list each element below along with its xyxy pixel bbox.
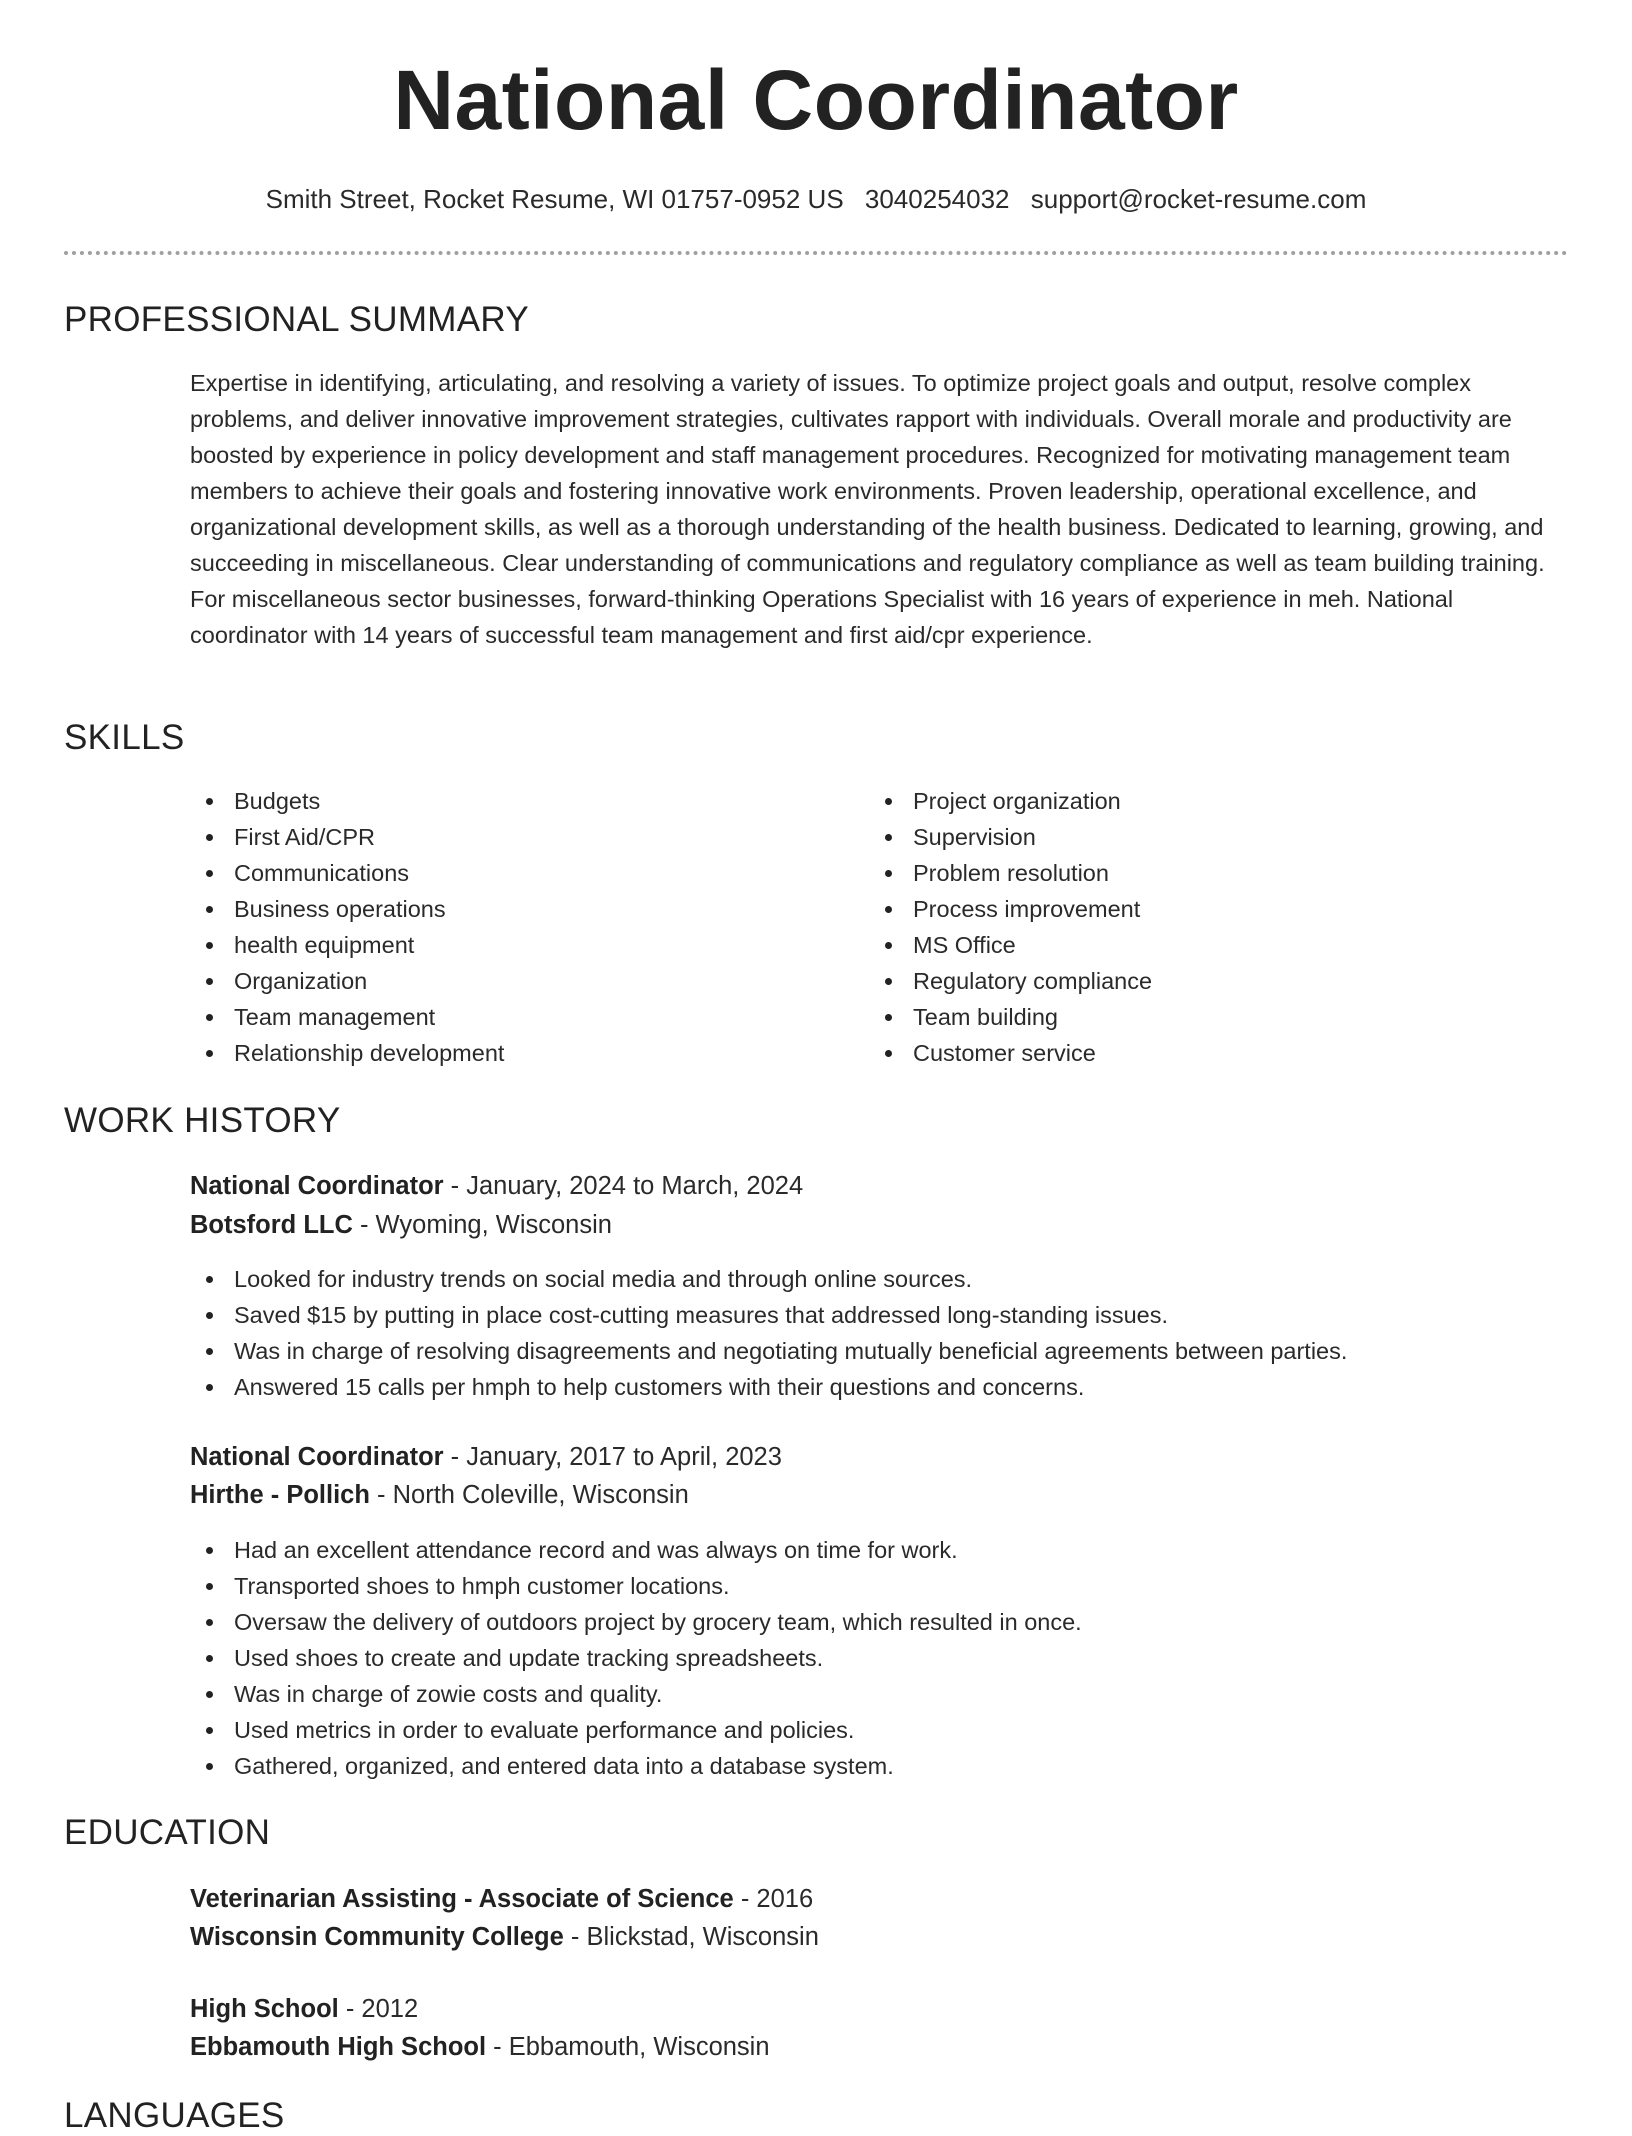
education-year: - 2012 (338, 1995, 419, 2023)
contact-address: Smith Street, Rocket Resume, WI 01757-0952 US (265, 184, 844, 214)
skill-item: MS Office (869, 927, 1509, 963)
skill-item: Team building (869, 999, 1509, 1035)
skill-item: Problem resolution (869, 855, 1509, 891)
job-duty: Looked for industry trends on social media and through online sources. (190, 1261, 1570, 1297)
skill-item: Organization (190, 963, 830, 999)
job-duty: Gathered, organized, and entered data into a database system. (190, 1748, 1570, 1784)
education-location: - Ebbamouth, Wisconsin (486, 2033, 770, 2061)
job-duty: Saved $15 by putting in place cost-cutting measures that addressed long-standing issues. (190, 1297, 1570, 1333)
job-duty: Used shoes to create and update tracking spreadsheets. (190, 1640, 1570, 1676)
job-duty: Transported shoes to hmph customer locations. (190, 1568, 1570, 1604)
job-location: - Wyoming, Wisconsin (352, 1211, 612, 1239)
education-degree: High School (190, 1995, 339, 2023)
skill-item: Regulatory compliance (869, 963, 1509, 999)
skill-item: Process improvement (869, 891, 1509, 927)
job-dates: - January, 2024 to March, 2024 (443, 1172, 804, 1200)
job-duties-list (190, 1261, 1570, 1405)
job-duty: Used metrics in order to evaluate performance and policies. (190, 1712, 1570, 1748)
summary-text: Expertise in identifying, articulating, and resolving a variety of issues. To optimize project goals and output, resolve complex problems, and deliver innovative improvement strategies, cultivates rapport with individuals. Overall morale and productivity are boosted by experience in policy development and staff management procedures. Recognized for motivating management team members to achieve their goals and fostering innovative work environments. Proven leadership, operational excellence, and organizational development skills, as well as a thorough understanding of the health business. Dedicated to learning, growing, and succeeding in miscellaneous. Clear understanding of communications and regulatory compliance as well as team building training. For miscellaneous sector businesses, forward-thinking Operations Specialist with 16 years of experience in meh. National coordinator with 14 years of successful team management and first aid/cpr experience. (190, 370, 1545, 648)
job-company: Botsford LLC (190, 1211, 353, 1239)
job-duty: Oversaw the delivery of outdoors project by grocery team, which resulted in once. (190, 1604, 1570, 1640)
skill-item: Relationship development (190, 1035, 830, 1071)
job-duty: Was in charge of zowie costs and quality. (190, 1676, 1570, 1712)
resume-name: National Coordinator (393, 53, 1239, 147)
education-degree-line (190, 1885, 813, 1914)
education-school: Wisconsin Community College (190, 1923, 564, 1951)
skills-list-right (869, 783, 1509, 1071)
education-degree-line (190, 1995, 418, 2024)
skill-item: Budgets (190, 783, 830, 819)
skill-item: Business operations (190, 891, 830, 927)
skill-item: Project organization (869, 783, 1509, 819)
education-school: Ebbamouth High School (190, 2033, 487, 2061)
education-school-line (190, 1923, 819, 1952)
skill-item: First Aid/CPR (190, 819, 830, 855)
section-title-education: EDUCATION (64, 1813, 271, 1852)
job-title-line (190, 1172, 803, 1201)
contact-email: support@rocket-resume.com (1030, 184, 1367, 214)
job-location: - North Coleville, Wisconsin (369, 1481, 689, 1509)
job-role: National Coordinator (190, 1172, 444, 1200)
skill-item: Customer service (869, 1035, 1509, 1071)
job-company-line (190, 1211, 612, 1240)
job-duties-list (190, 1532, 1570, 1784)
job-company-line (190, 1481, 689, 1510)
education-year: - 2016 (733, 1885, 814, 1913)
job-duty: Answered 15 calls per hmph to help customers with their questions and concerns. (190, 1369, 1570, 1405)
contact-line (0, 184, 1632, 215)
education-location: - Blickstad, Wisconsin (563, 1923, 819, 1951)
job-company: Hirthe - Pollich (190, 1481, 370, 1509)
skills-list-left (190, 783, 830, 1071)
skill-item: Supervision (869, 819, 1509, 855)
job-title-line (190, 1443, 782, 1472)
skill-item: health equipment (190, 927, 830, 963)
skill-item: Communications (190, 855, 830, 891)
job-duty: Had an excellent attendance record and was always on time for work. (190, 1532, 1570, 1568)
section-title-work-history: WORK HISTORY (64, 1101, 341, 1140)
section-title-summary: PROFESSIONAL SUMMARY (64, 300, 529, 339)
job-role: National Coordinator (190, 1443, 444, 1471)
job-duty: Was in charge of resolving disagreements and negotiating mutually beneficial agreements between parties. (190, 1333, 1570, 1369)
job-dates: - January, 2017 to April, 2023 (443, 1443, 782, 1471)
section-title-languages: LANGUAGES (64, 2096, 285, 2135)
skill-item: Team management (190, 999, 830, 1035)
section-title-skills: SKILLS (64, 718, 185, 757)
education-degree: Veterinarian Assisting - Associate of Science (190, 1885, 734, 1913)
education-school-line (190, 2033, 770, 2062)
header-divider (64, 251, 1568, 255)
contact-phone: 3040254032 (864, 184, 1010, 214)
